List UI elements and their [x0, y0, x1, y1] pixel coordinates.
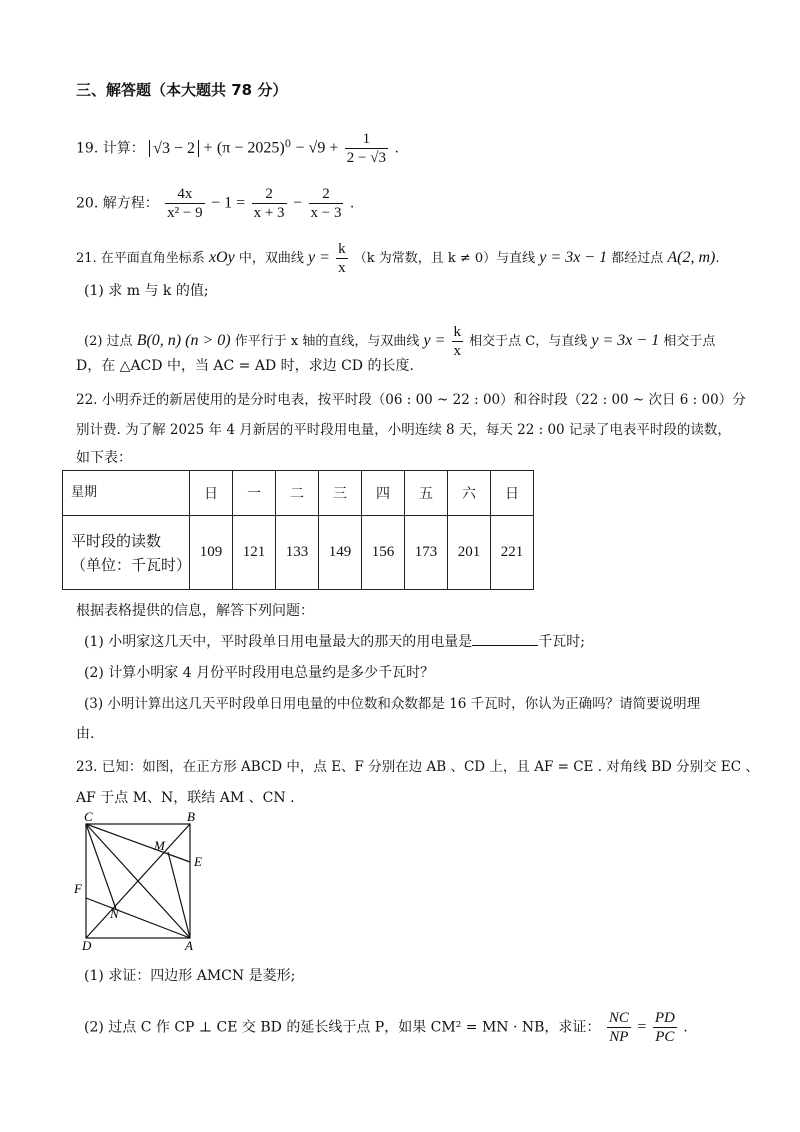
- q20-f3-num: 2: [309, 185, 344, 204]
- q21-p2-hyp-fraction: [452, 323, 464, 360]
- q23-frac-1: [607, 1009, 631, 1046]
- table-day-cell: 二: [276, 471, 319, 516]
- q20-frac-2: [252, 185, 287, 222]
- question-22-part-2: (2) 计算小明家 4 月份平时段用电总量约是多少千瓦时？: [84, 665, 435, 681]
- q21-text-a: 21. 在平面直角坐标系: [76, 251, 205, 266]
- q23-f2-den: PC: [655, 1029, 675, 1045]
- question-23-line-1: 23. 已知：如图，在正方形 ABCD 中，点 E、F 分别在边 AB 、CD 上，且 AF = CE . 对角线 BD 分别交 EC 、: [76, 759, 759, 775]
- q20-lead: 解方程：: [102, 195, 159, 212]
- table-header-label: 星期: [63, 471, 190, 516]
- label-e: E: [194, 854, 202, 869]
- readings-table: [62, 470, 534, 590]
- question-22-after-table: 根据表格提供的信息，解答下列问题：: [76, 603, 314, 619]
- q19-fraction: [345, 130, 388, 167]
- q21-p2-d: 相交于点: [663, 334, 716, 349]
- q19-sqrt: − √9 +: [295, 139, 339, 157]
- table-day-cell: 日: [190, 471, 233, 516]
- segment-cn: [86, 824, 116, 909]
- label-b: B: [187, 810, 195, 824]
- q21-text-d: 都经过点: [611, 251, 664, 266]
- table-reading-cell: 201: [448, 516, 491, 590]
- q19-pi-exp: 0: [284, 138, 292, 150]
- q22-p1-b: 千瓦时;: [538, 634, 585, 650]
- q21-point-a: A(2, m): [667, 249, 716, 266]
- q21-hyp-den: x: [338, 260, 346, 276]
- q21-end: .: [715, 251, 720, 266]
- q20-frac-3: [309, 185, 344, 222]
- table-day-cell: 四: [362, 471, 405, 516]
- q21-point-b: B(0, n) (n > 0): [136, 332, 231, 349]
- table-reading-cell: 133: [276, 516, 319, 590]
- table-day-cell: 日: [491, 471, 534, 516]
- q20-number: 20.: [76, 195, 99, 212]
- label-m: M: [154, 838, 165, 853]
- question-21-line-1: [76, 240, 720, 277]
- table-reading-cell: 156: [362, 516, 405, 590]
- question-19: [76, 130, 399, 167]
- q21-text-b: 中，双曲线: [238, 251, 304, 266]
- table-header-row: [63, 471, 534, 516]
- q21-hyp-num: k: [338, 241, 346, 257]
- q23-f1-den: NP: [609, 1029, 629, 1045]
- q19-lead: 计算：: [102, 140, 145, 157]
- q23-end: .: [683, 1019, 688, 1036]
- q21-p2-line-eq: y = 3x − 1: [591, 332, 660, 349]
- question-23-line-2: AF 于点 M、N，联结 AM 、CN .: [76, 790, 295, 806]
- table-row-label: [63, 516, 190, 590]
- q21-p2-hyp-lhs: y =: [423, 332, 446, 349]
- q20-f2-num: 2: [252, 185, 287, 204]
- q19-number: 19.: [76, 140, 99, 157]
- question-22-line-2: 别计费. 为了解 2025 年 4 月新居的平时段用电量，小明连续 8 天，每天 22 : 00 记录了电表平时段的读数，: [76, 422, 731, 438]
- q23-eq: =: [637, 1018, 647, 1036]
- q21-line-eq: y = 3x − 1: [539, 249, 608, 266]
- q23-p2-text: (2) 过点 C 作 CP ⊥ CE 交 BD 的延长线于点 P，如果 CM² = MN · NB，求证：: [84, 1019, 601, 1036]
- q19-abs: √3 − 2: [149, 140, 199, 157]
- q20-mid: − 1 =: [211, 194, 246, 212]
- question-22-line-1: 22. 小明乔迁的新居使用的是分时电表，按平时段（06 : 00 ~ 22 : 00）和谷时段（22 : 00 ~ 次日 6 : 00）分: [76, 392, 746, 408]
- q23-f1-num: NC: [608, 1010, 629, 1026]
- q19-frac-num: 1: [345, 130, 388, 149]
- question-20: [76, 185, 354, 222]
- question-23-part-2: [84, 1009, 688, 1046]
- q21-hyp-lhs: y =: [308, 249, 330, 266]
- q23-frac-2: [653, 1009, 677, 1046]
- segment-fa: [86, 898, 190, 938]
- square-figure: [70, 810, 220, 955]
- table-reading-cell: 173: [405, 516, 448, 590]
- q21-hyp-fraction: [336, 240, 348, 277]
- table-day-cell: 六: [448, 471, 491, 516]
- segment-ce: [86, 824, 190, 862]
- q20-f1-num: 4x: [165, 185, 204, 204]
- q20-end: .: [349, 195, 355, 212]
- question-21-part-2-cont: D，在 △ACD 中，当 AC = AD 时，求边 CD 的长度.: [76, 358, 414, 374]
- q19-frac-den: 2 − √3: [346, 150, 386, 166]
- q20-frac-1: [165, 185, 204, 222]
- q21-p2-hyp-den: x: [453, 343, 462, 359]
- q21-text-c: （k 为常数，且 k ≠ 0）与直线: [353, 251, 536, 266]
- label-c: C: [84, 810, 93, 824]
- q22-p1-a: (1) 小明家这几天中，平时段单日用电量最大的那天的用电量是: [84, 634, 473, 650]
- question-22-part-1: [84, 632, 585, 652]
- q19-pi-part: (π − 2025): [216, 139, 285, 157]
- q21-p2-c: 相交于点 C，与直线: [469, 334, 588, 349]
- question-22-line-3: 如下表：: [76, 450, 132, 466]
- q19-plus: +: [203, 139, 213, 157]
- q20-f1-den: x² − 9: [167, 205, 203, 221]
- table-day-cell: 一: [233, 471, 276, 516]
- section-title: 三、解答题（本大题共 78 分）: [76, 81, 288, 99]
- question-23-part-1: (1) 求证：四边形 AMCN 是菱形;: [84, 968, 296, 984]
- table-reading-row: [63, 516, 534, 590]
- q21-p2-b: 作平行于 x 轴的直线，与双曲线: [234, 334, 420, 349]
- question-22-part-3-end: 由.: [76, 726, 95, 742]
- table-reading-cell: 121: [233, 516, 276, 590]
- label-n: N: [110, 906, 119, 921]
- table-day-cell: 五: [405, 471, 448, 516]
- label-f: F: [74, 881, 82, 896]
- table-reading-cell: 149: [319, 516, 362, 590]
- table-reading-cell: 109: [190, 516, 233, 590]
- answer-blank[interactable]: [472, 633, 538, 646]
- q20-op: −: [293, 194, 303, 212]
- q21-p2-a: (2) 过点: [84, 334, 133, 349]
- q23-f2-num: PD: [654, 1010, 675, 1026]
- question-21-part-2: [84, 323, 715, 360]
- q21-p2-hyp-num: k: [453, 324, 462, 340]
- table-row-label-1: 平时段的读数: [71, 531, 162, 550]
- q20-f2-den: x + 3: [253, 205, 285, 221]
- question-21-part-1: (1) 求 m 与 k 的值;: [84, 283, 209, 299]
- q20-f3-den: x − 3: [310, 205, 342, 221]
- table-day-cell: 三: [319, 471, 362, 516]
- label-d: D: [82, 938, 92, 953]
- table-reading-cell: 221: [491, 516, 534, 590]
- label-a: A: [185, 938, 193, 953]
- q19-end: .: [394, 140, 399, 157]
- table-row-label-2: （单位：千瓦时）: [71, 555, 192, 574]
- question-22-part-3: (3) 小明计算出这几天平时段单日用电量的中位数和众数都是 16 千瓦时，你认为正确吗？请简要说明理: [84, 696, 701, 712]
- q21-xoy: xOy: [208, 249, 235, 266]
